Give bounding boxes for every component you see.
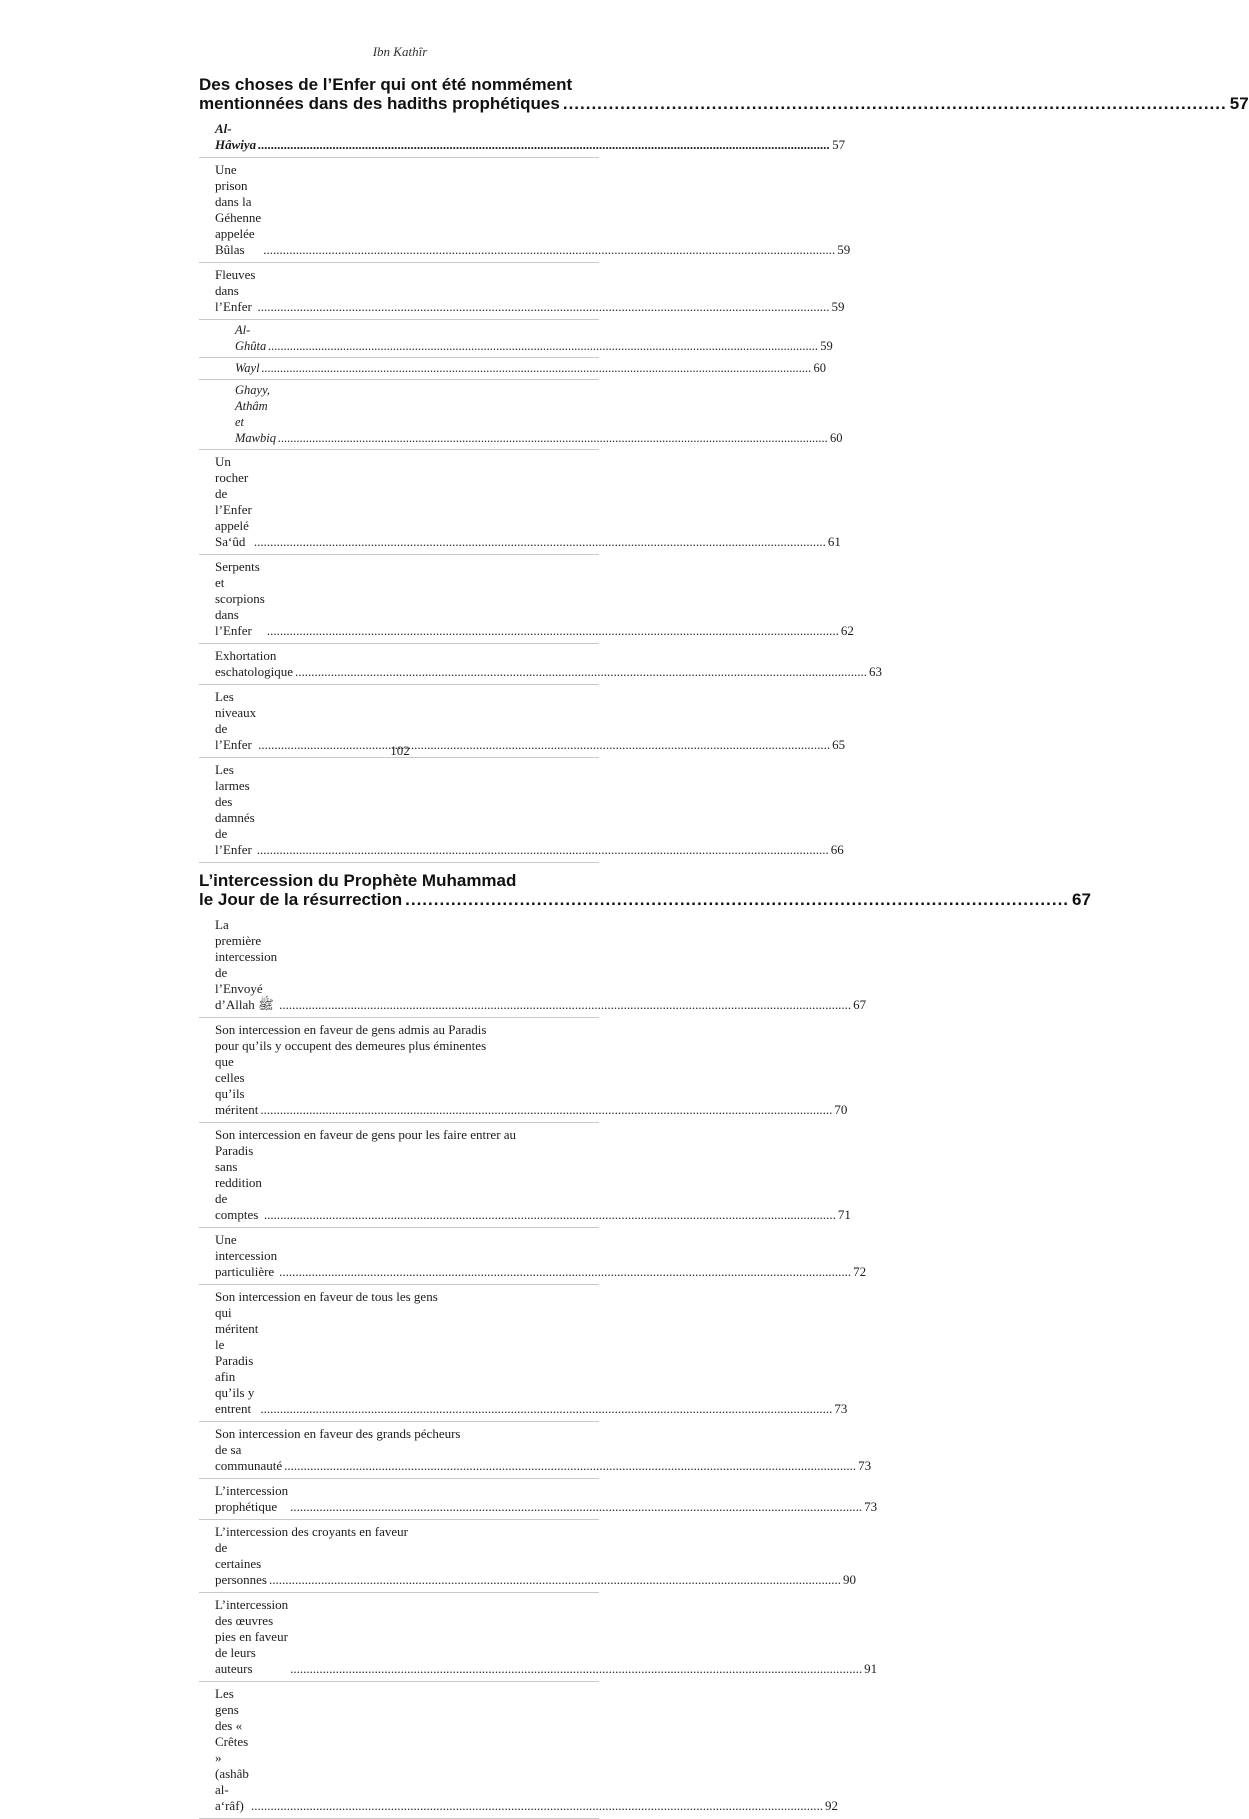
entry-label: Son intercession en faveur de tous les gens <box>215 1289 438 1304</box>
leader-dots <box>269 1572 841 1588</box>
entry-label: Wayl <box>235 361 260 375</box>
toc-section-heading[interactable] <box>199 871 1091 909</box>
entry-label: Son intercession en faveur des grands pécheurs <box>215 1426 461 1441</box>
page-ref: 90 <box>842 1572 856 1587</box>
page-ref: 57 <box>1229 94 1249 113</box>
page-ref: 59 <box>837 242 851 257</box>
entry-label: Ghayy, Athâm et Mawbiq <box>235 383 276 445</box>
leader-dots <box>267 623 839 639</box>
table-of-contents <box>199 75 1249 1819</box>
section-title-line: Des choses de l’Enfer qui ont été nommément <box>199 75 573 94</box>
entry-label: Al-Hâwiya <box>215 121 257 152</box>
page-ref: 67 <box>1072 890 1091 909</box>
leader-dots <box>258 137 830 153</box>
toc-entry[interactable] <box>199 644 882 685</box>
entry-label: Paradis sans reddition de comptes <box>215 1143 262 1222</box>
page-ref: 61 <box>827 534 841 549</box>
leader-dots <box>268 338 818 354</box>
toc-entry[interactable] <box>199 758 844 863</box>
leader-dots <box>251 1798 823 1814</box>
toc-entry[interactable] <box>199 1123 851 1228</box>
leader-dots <box>563 94 1227 113</box>
entry-label: L’intercession des œuvres pies en faveur de leurs auteurs <box>215 1597 289 1676</box>
entry-label: de sa communauté <box>215 1442 283 1473</box>
entry-label: L’intercession des croyants en faveur <box>215 1524 409 1539</box>
page-ref: 59 <box>831 299 845 314</box>
entry-label: Les gens des « Crêtes » (ashâb al-a‘râf) <box>215 1686 249 1813</box>
toc-subentry[interactable] <box>199 320 833 358</box>
toc-entry[interactable] <box>199 1682 838 1819</box>
page-ref: 66 <box>830 842 844 857</box>
leader-dots <box>260 1102 832 1118</box>
toc-entry[interactable] <box>199 1422 872 1479</box>
leader-dots <box>257 842 829 858</box>
toc-entry[interactable] <box>199 1228 867 1285</box>
entry-label: pour qu’ils y occupent des demeures plus éminentes <box>215 1038 487 1053</box>
page-ref: 63 <box>868 664 882 679</box>
running-header: Ibn Kathîr <box>372 44 428 59</box>
toc-section-heading[interactable] <box>199 75 1249 113</box>
page-ref: 73 <box>864 1499 878 1514</box>
page-ref: 60 <box>829 431 843 445</box>
entry-label: Fleuves dans l’Enfer <box>215 267 256 314</box>
toc-entry[interactable] <box>199 263 845 320</box>
entry-label: qui méritent le Paradis afin qu’ils y entrent <box>215 1305 259 1416</box>
leader-dots <box>290 1661 862 1677</box>
page-ref: 57 <box>832 137 846 152</box>
leader-dots <box>284 1458 856 1474</box>
leader-dots <box>278 430 828 446</box>
entry-label: Exhortation eschatologique <box>215 648 293 679</box>
leader-dots <box>264 1207 836 1223</box>
entry-label: Serpents et scorpions dans l’Enfer <box>215 559 265 638</box>
toc-entry[interactable] <box>199 555 854 644</box>
page-ref: 70 <box>834 1102 848 1117</box>
entry-label: Son intercession en faveur de gens admis au Paradis <box>215 1022 487 1037</box>
section-title-line: mentionnées dans des hadiths prophétiques <box>199 94 560 113</box>
page-ref: 91 <box>864 1661 878 1676</box>
page-ref: 65 <box>832 737 846 752</box>
toc-entry[interactable] <box>199 1593 878 1682</box>
entry-label: de certaines personnes <box>215 1540 267 1587</box>
toc-entry[interactable] <box>199 450 841 555</box>
section-title-line: L’intercession du Prophète Muhammad <box>199 871 517 890</box>
leader-dots <box>295 664 867 680</box>
entry-label: Son intercession en faveur de gens pour les faire entrer au <box>215 1127 517 1142</box>
section-title-line: le Jour de la résurrection <box>199 890 403 909</box>
toc-entry[interactable] <box>199 1479 878 1520</box>
entry-label: Al-Ghûta <box>235 323 267 353</box>
leader-dots <box>262 360 812 376</box>
entry-label: La première intercession de l’Envoyé d’Allah ﷺ <box>215 917 278 1012</box>
entry-label: Une prison dans la Géhenne appelée Bûlas <box>215 162 262 257</box>
leader-dots <box>279 1264 851 1280</box>
toc-subentry[interactable] <box>199 358 827 380</box>
page-ref: 62 <box>840 623 854 638</box>
page-ref: 67 <box>853 997 867 1012</box>
entry-label: L’intercession prophétique <box>215 1483 289 1514</box>
entry-label: Une intercession particulière <box>215 1232 278 1279</box>
page-ref: 60 <box>813 361 827 375</box>
leader-dots <box>260 1401 832 1417</box>
page-ref: 73 <box>858 1458 872 1473</box>
toc-entry[interactable] <box>199 158 851 263</box>
page-ref: 72 <box>853 1264 867 1279</box>
leader-dots <box>279 997 851 1013</box>
entry-label: Un rocher de l’Enfer appelé Sa‘ûd <box>215 454 252 549</box>
toc-entry[interactable] <box>199 1285 848 1422</box>
entry-label: Les niveaux de l’Enfer <box>215 689 257 752</box>
leader-dots <box>254 534 826 550</box>
toc-entry[interactable] <box>199 913 867 1018</box>
entry-label: que celles qu’ils méritent <box>215 1054 259 1117</box>
page-ref: 59 <box>820 339 833 353</box>
page-ref: 92 <box>824 1798 838 1813</box>
page-number: 102 <box>390 743 410 758</box>
toc-subentry[interactable] <box>199 380 843 450</box>
leader-dots <box>263 242 835 258</box>
toc-entry[interactable] <box>199 1520 856 1593</box>
leader-dots <box>257 299 829 315</box>
leader-dots <box>405 890 1069 909</box>
page-ref: 71 <box>837 1207 851 1222</box>
leader-dots <box>290 1499 862 1515</box>
page-ref: 73 <box>834 1401 848 1416</box>
entry-label: Les larmes des damnés de l’Enfer <box>215 762 255 857</box>
toc-entry[interactable] <box>199 1018 848 1123</box>
toc-entry[interactable] <box>199 117 846 158</box>
